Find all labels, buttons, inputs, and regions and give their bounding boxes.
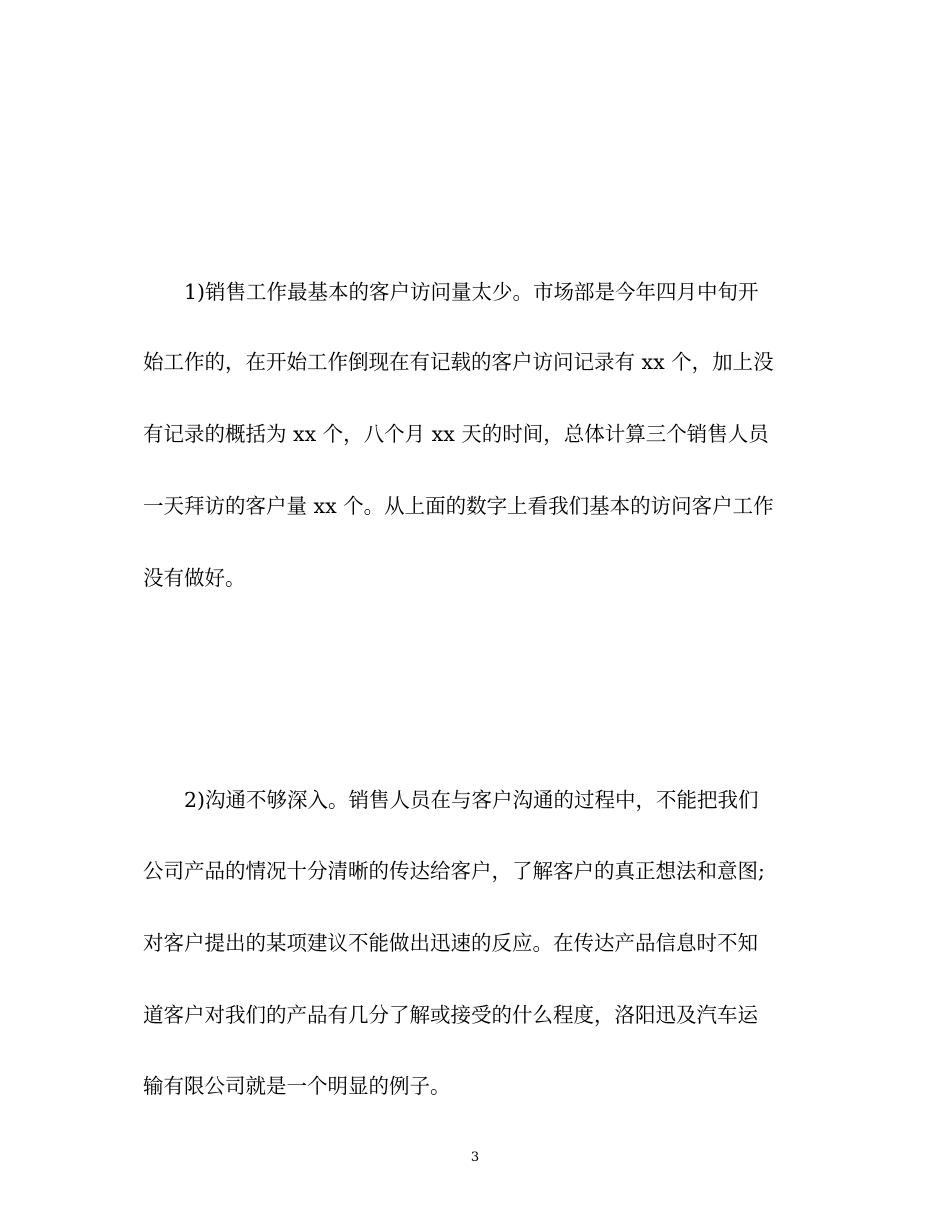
paragraph-line: 对客户提出的某项建议不能做出迅速的反应。在传达产品信息时不知 xyxy=(143,931,758,955)
paragraph-line: 没有做好。 xyxy=(143,566,246,590)
paragraph-line: 道客户对我们的产品有几分了解或接受的什么程度，洛阳迅及汽车运 xyxy=(143,1003,758,1027)
paragraph-line: 有记录的概括为 xx 个，八个月 xx 天的时间，总体计算三个销售人员 xyxy=(143,422,769,446)
paragraph-line: 1)销售工作最基本的客户访问量太少。市场部是今年四月中旬开 xyxy=(184,280,759,304)
paragraph-line: 输有限公司就是一个明显的例子。 xyxy=(143,1074,451,1098)
paragraph-line: 一天拜访的客户量 xx 个。从上面的数字上看我们基本的访问客户工作 xyxy=(143,494,774,518)
paragraph-line: 公司产品的情况十分清晰的传达给客户，了解客户的真正想法和意图; xyxy=(143,859,765,883)
paragraph-line: 2)沟通不够深入。销售人员在与客户沟通的过程中，不能把我们 xyxy=(184,788,759,812)
page-number: 3 xyxy=(470,1150,480,1165)
paragraph-line: 始工作的，在开始工作倒现在有记载的客户访问记录有 xx 个，加上没 xyxy=(143,350,774,374)
